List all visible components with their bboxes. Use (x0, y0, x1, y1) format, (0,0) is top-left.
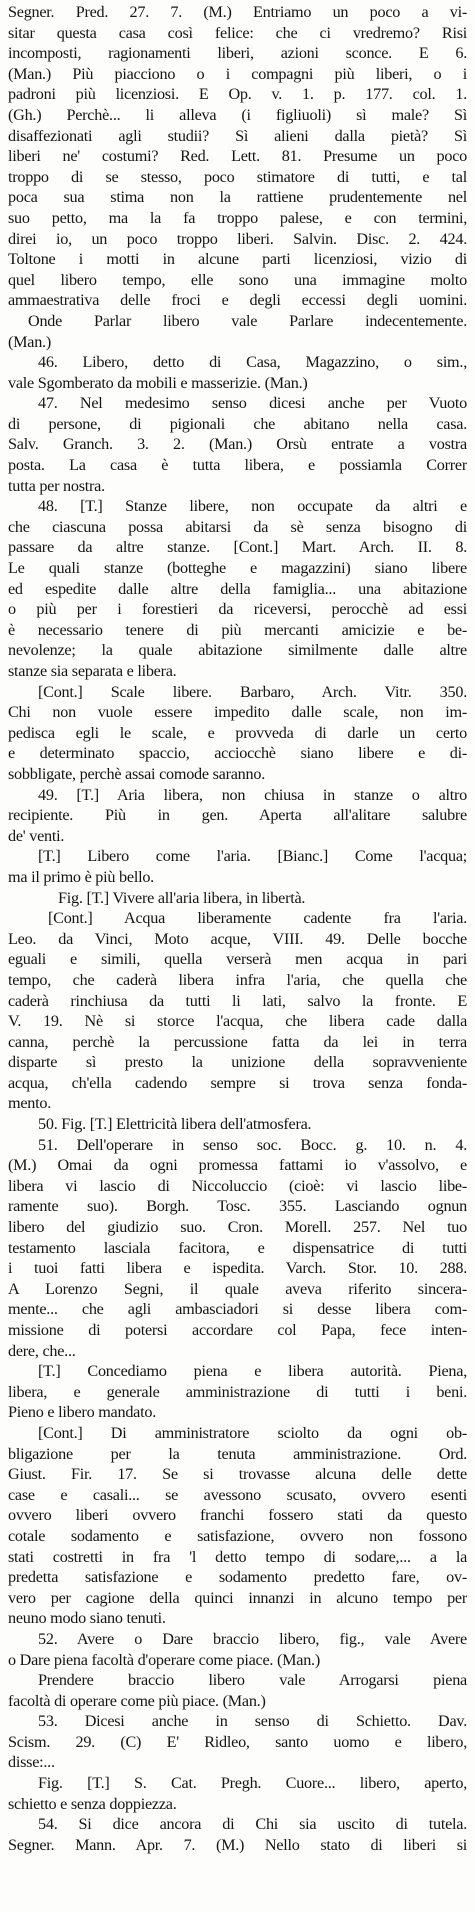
text-line: disparte sì presto la unizione della sopravveniente (8, 1053, 467, 1072)
text-line: direi io, un poco troppo liberi. Salvin. Disc. 2. 424. (8, 229, 467, 248)
text-line: Prendere braccio libero vale Arrogarsi piena (38, 1671, 467, 1690)
text-line: [Cont.] Acqua liberamente cadente fra l'aria. (48, 909, 467, 928)
text-line: (Man.) Più piacciono o i compagni più liberi, o i (8, 64, 467, 83)
text-line: ed espedite dalle altre della famiglia... una abitazione (8, 579, 467, 598)
text-line: 49. [T.] Aria libera, non chiusa in stanze o altro (38, 785, 467, 804)
text-line: libera, e generale amministrazione di tutti i beni. (8, 1382, 467, 1401)
text-line: libero del giudizio suo. Cron. Morell. 257. Nel tuo (8, 1218, 467, 1237)
text-line: nevolenze; la quale abitazione similmente dalle altre (8, 641, 467, 660)
text-line: ammaestrativa delle froci e degli eccessi degli uomini. (8, 291, 467, 310)
text-line: 52. Avere o Dare braccio libero, fig., vale Avere (38, 1629, 467, 1648)
text-line: [T.] Concediamo piena e libera autorità. Piena, (38, 1362, 467, 1381)
text-line: (Man.) (8, 332, 51, 351)
text-line: è necessario tenere di più mercanti amicizie e be- (8, 620, 467, 639)
text-line: facoltà di operare come più piace. (Man.) (8, 1691, 266, 1710)
text-line: Le quali stanze (botteghe e magazzini) siano libere (8, 559, 467, 578)
text-line: pedisca egli le scale, e provveda di darle un certo (8, 723, 467, 742)
text-line: Leo. da Vinci, Moto acque, VIII. 49. Delle bocche (8, 929, 467, 948)
text-line: Toltone i motti in alcune parti licenziosi, vizio di (8, 250, 467, 269)
text-line: poca sua stima non la rattiene prudentemente nel (8, 188, 467, 207)
text-line: 50. Fig. [T.] Elettricità libera dell'atmosfera. (38, 1115, 312, 1134)
text-line: mento. (8, 1094, 52, 1113)
text-line: stati costretti in fra 'l detto tempo di sodare,... a la (8, 1547, 467, 1566)
text-line: 53. Dicesi anche in senso di Schietto. Dav. (38, 1712, 467, 1731)
text-line: Segner. Mann. Apr. 7. (M.) Nello stato di liberi si (8, 1835, 467, 1854)
text-line: Pieno e libero mandato. (8, 1403, 156, 1422)
text-line: Chi non vuole essere impedito dalle scale, non im- (8, 703, 467, 722)
text-line: cotale sodamento e satisfazione, ovvero non fossono (8, 1526, 467, 1545)
text-line: troppo di se stesso, poco stimatore di tutti, e tal (8, 167, 467, 186)
text-line: disse:... (8, 1753, 55, 1772)
text-line: ma il primo è più bello. (8, 867, 154, 886)
text-line: tempo, che caderà libera infra l'aria, che quella che (8, 970, 467, 989)
text-line: Segner. Pred. 27. 7. (M.) Entriamo un poco a vi- (8, 3, 467, 21)
text-line: [Cont.] Di amministratore sciolto da ogni ob- (38, 1423, 467, 1442)
text-line: posta. La casa è tutta libera, e possiamla Correr (8, 456, 467, 475)
text-line: case e casali... se avessono scusato, ovvero esenti (8, 1485, 467, 1504)
text-line: ovvero liberi ovvero franchi fossero stati da questo (8, 1506, 467, 1525)
text-line: acqua, ch'ella cadendo sempre si trova senza fonda- (8, 1073, 467, 1092)
text-line: vale Sgomberato da mobili e masserizie. (Man.) (8, 373, 308, 392)
text-line: mente... che agli ambasciadori si desse libera com- (8, 1300, 467, 1319)
text-line: (M.) Omai da ogni promessa fattami io v'assolvo, e (8, 1156, 467, 1175)
text-line: padroni più licenziosi. E Op. v. 1. p. 177. col. 1. (8, 85, 467, 104)
text-line: eguali e simili, quella verserà men acqua in pari (8, 950, 467, 969)
text-line: (Gh.) Perchè... li alleva (i figliuoli) sì male? Sì (8, 105, 467, 124)
text-line: canna, perchè la percussione fatta da lei in terra (8, 1032, 467, 1051)
text-line: schietto e senza doppiezza. (8, 1794, 177, 1813)
text-line: vero per cagione della quinci innanzi in alcuno tempo per (8, 1588, 467, 1607)
text-line: [T.] Libero come l'aria. [Bianc.] Come l'acqua; (38, 847, 467, 866)
text-line: Giust. Fir. 17. Se si trovasse alcuna delle dette (8, 1465, 467, 1484)
text-line: quel libero tempo, elle sono una immagine molto (8, 270, 467, 289)
text-line: sitar questa casa così felice: che ci vredremo? Risi (8, 23, 467, 42)
text-line: Scism. 29. (C) E' Ridleo, santo uomo e libero, (8, 1732, 467, 1751)
text-line: 51. Dell'operare in senso soc. Bocc. g. 10. n. 4. (38, 1135, 467, 1154)
text-line: bligazione per la tenuta amministrazione. Ord. (8, 1444, 467, 1463)
text-line: caderà rinchiusa da tutti li lati, salvo la fronte. E (8, 991, 467, 1010)
text-line: tutta per nostra. (8, 476, 105, 495)
text-line: A Lorenzo Segni, il quale aveva riferito sincera- (8, 1279, 467, 1298)
text-line: neuno modo siano tenuti. (8, 1609, 166, 1628)
text-line: stanze sia separata e libera. (8, 662, 177, 680)
text-line: Onde Parlar libero vale Parlare indecentemente. (28, 311, 467, 330)
text-line: sobbligate, perchè assai comode saranno. (8, 764, 265, 783)
text-line: suo petto, ma la fa troppo palese, e con termini, (8, 208, 467, 227)
text-line: missione di potersi accordare col Papa, fece inten- (8, 1321, 467, 1339)
text-line: ramente suo). Borgh. Tosc. 355. Lasciando ognun (8, 1197, 467, 1216)
text-line: disaffezionati agli studii? Sì alieni dalla pietà? Sì (8, 126, 467, 145)
text-line: libera vi lascio di Niccoluccio (cioè: vi lascio libe- (8, 1176, 467, 1195)
text-line: passare da altre stanze. [Cont.] Mart. Arch. II. 8. (8, 538, 467, 557)
text-line: dere, che... (8, 1341, 76, 1360)
text-line: V. 19. Nè si storce l'acqua, che libera cade dalla (8, 1012, 467, 1031)
text-line: o più per i forestieri da riceversi, perocchè ad essi (8, 600, 467, 619)
text-line: [Cont.] Scale libere. Barbaro, Arch. Vitr. 350. (38, 682, 467, 701)
text-line: che ciascuna possa abitarsi da sè senza bisogno di (8, 517, 467, 536)
text-line: 54. Si dice ancora di Chi sia uscito di tutela. (38, 1815, 467, 1834)
text-line: predetta satisfazione e sodamento predetto fare, ov- (8, 1568, 467, 1587)
text-line: di persone, di pigionali che abitano nella casa. (8, 414, 467, 433)
text-line: e determinato spaccio, acciocchè siano libere e di- (8, 744, 467, 763)
text-line: liberi ne' costumi? Red. Lett. 81. Presume un poco (8, 147, 467, 166)
text-line: 48. [T.] Stanze libere, non occupate da altri e (38, 497, 467, 516)
text-line: incomposti, ragionamenti liberi, azioni sconce. E 6. (8, 44, 467, 63)
text-line: o Dare piena facoltà d'operare come piace. (Man.) (8, 1650, 320, 1669)
text-line: recipiente. Più in gen. Aperta all'alitare salubre (8, 806, 467, 825)
text-line: 47. Nel medesimo senso dicesi anche per Vuoto (38, 394, 467, 413)
text-line: 46. Libero, detto di Casa, Magazzino, o sim., (38, 353, 467, 372)
text-line: i tuoi fatti libera e ispedita. Varch. Stor. 10. 288. (8, 1259, 467, 1278)
text-line: Fig. [T.] S. Cat. Pregh. Cuore... libero, aperto, (38, 1774, 467, 1793)
text-line: Salv. Granch. 3. 2. (Man.) Orsù entrate a vostra (8, 435, 467, 454)
text-line: testamento lasciala facitora, e dispensatrice di tutti (8, 1238, 467, 1257)
text-line: de' venti. (8, 826, 65, 845)
text-line: Fig. [T.] Vivere all'aria libera, in libertà. (58, 888, 306, 907)
